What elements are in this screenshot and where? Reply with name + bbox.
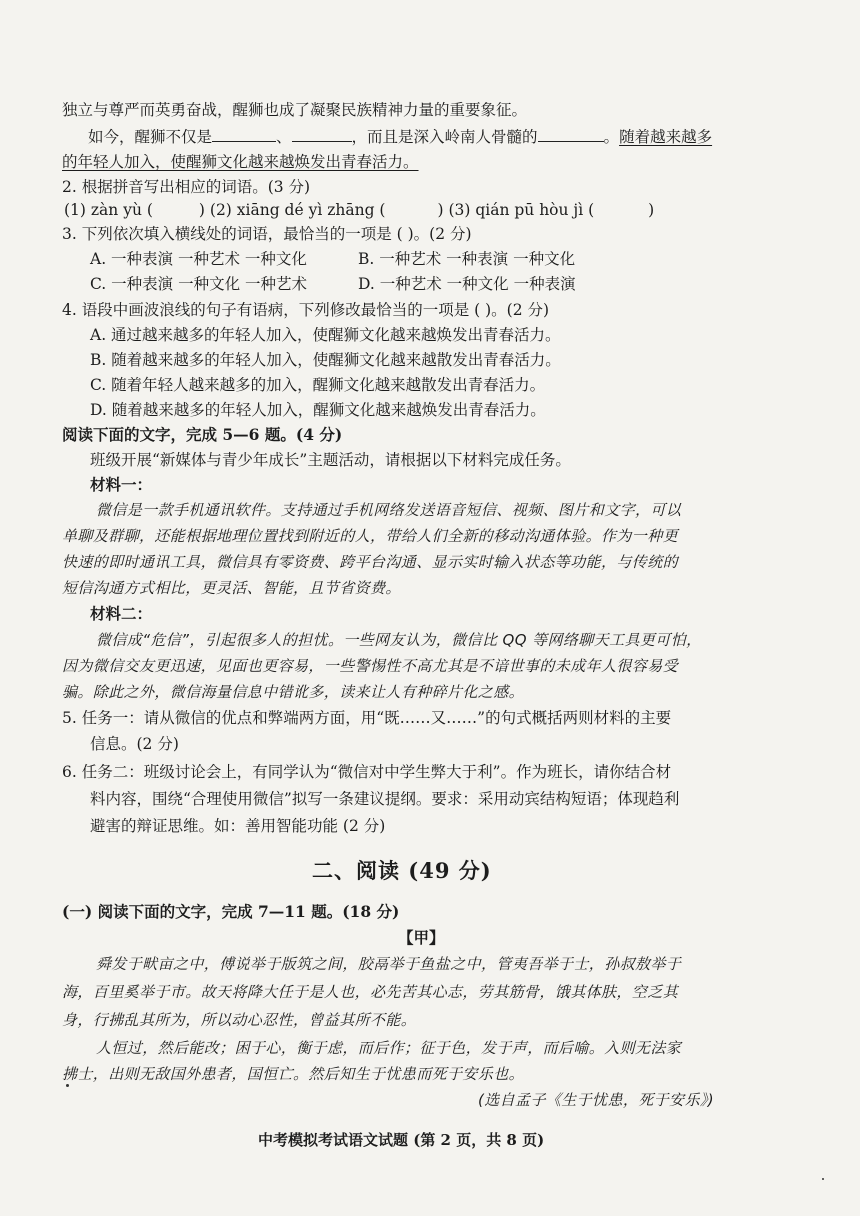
section-title: 二、阅读 (49 分) (312, 858, 492, 883)
passage-text: 。 (603, 128, 620, 146)
question-2-items (64, 200, 654, 220)
question-4-option-d: D. 随着越来越多的年轻人加入，醒狮文化越来越焕发出青春活力。 (90, 401, 546, 419)
text-label-jia: 【甲】 (398, 928, 445, 947)
question-3-option-c: C. 一种表演 一种文化 一种艺术 (90, 275, 308, 293)
passage-text: 、 (276, 128, 292, 146)
fill-blank-2 (292, 127, 352, 142)
material-2-line-2: 因为微信交友更迅速，见面也更容易，一些警惕性不高尤其是不谙世事的未成年人很容易受 (62, 657, 679, 675)
passage-line-1: 独立与尊严而英勇奋战，醒狮也成了凝聚民族精神力量的重要象征。 (62, 101, 528, 119)
passage-text: 如今，醒狮不仅是 (88, 128, 213, 146)
passage-text: ，而且是深入岭南人骨髓的 (351, 128, 538, 146)
classical-text-line-2: 海，百里奚举于市。故天将降大任于是人也，必先苦其心志，劳其筋骨，饿其体肤，空乏其 (62, 983, 679, 1001)
question-5-line-2: 信息。(2 分) (90, 735, 179, 753)
source-citation: (选自孟子《生于忧患，死于安乐》) (478, 1091, 715, 1109)
question-5-line-1: 5. 任务一：请从微信的优点和弊端两方面，用“既……又……”的句式概括两则材料的主要 (62, 709, 672, 727)
material-2-line-3: 骗。除此之外，微信海量信息中错讹多，读来让人有种碎片化之感。 (62, 683, 525, 701)
reading-5-6-heading: 阅读下面的文字，完成 5—6 题。(4 分) (62, 425, 343, 444)
question-2: 2. 根据拼音写出相应的词语。(3 分) (62, 178, 311, 196)
underlined-sentence: 随着越来越多 (619, 128, 713, 146)
pinyin-item-2: ) (2) xiāng dé yì zhāng ( (198, 201, 386, 219)
fill-blank-3 (538, 127, 604, 142)
activity-intro: 班级开展“新媒体与青少年成长”主题活动，请根据以下材料完成任务。 (90, 451, 571, 469)
material-2-heading: 材料二： (90, 604, 153, 623)
question-6-line-1: 6. 任务二：班级讨论会上，有同学认为“微信对中学生弊大于利”。作为班长，请你结合材 (62, 763, 672, 781)
question-4-option-b: B. 随着越来越多的年轻人加入，使醒狮文化越来越散发出青春活力。 (90, 351, 561, 369)
passage-line-2 (88, 127, 712, 147)
classical-text-line-3: 身，行拂乱其所为，所以动心忍性，曾益其所不能。 (62, 1011, 417, 1029)
page-footer: 中考模拟考试语文试题 (第 2 页，共 8 页) (258, 1131, 545, 1149)
classical-text-line-4: 人恒过，然后能改；困于心，衡于虑，而后作；征于色，发于声，而后喻。入则无法家 (96, 1039, 682, 1057)
question-4: 4. 语段中画波浪线的句子有语病，下列修改最恰当的一项是 ( )。(2 分) (62, 301, 550, 319)
emphasis-dot (66, 1084, 69, 1087)
passage-line-3: 的年轻人加入，使醒狮文化越来越焕发出青春活力。 (62, 153, 419, 171)
pinyin-item-3: ) (3) qián pū hòu jì ( (437, 201, 595, 219)
material-1-line-1: 微信是一款手机通讯软件。支持通过手机网络发送语音短信、视频、图片和文字，可以 (96, 501, 682, 519)
question-3-option-a: A. 一种表演 一种艺术 一种文化 (90, 250, 307, 268)
material-1-line-3: 快速的即时通讯工具，微信具有零资费、跨平台沟通、显示实时输入状态等功能，与传统的 (62, 553, 679, 571)
material-1-line-2: 单聊及群聊，还能根据地理位置找到附近的人，带给人们全新的移动沟通体验。作为一种更 (62, 527, 679, 545)
material-2-line-1: 微信成“危信”，引起很多人的担忧。一些网友认为，微信比 QQ 等网络聊天工具更可怕， (96, 631, 702, 649)
scan-speck (822, 1178, 824, 1180)
pinyin-close: ) (648, 201, 655, 219)
subsection-heading: (一) 阅读下面的文字，完成 7—11 题。(18 分) (62, 902, 400, 921)
question-3: 3. 下列依次填入横线处的词语，最恰当的一项是 ( )。(2 分) (62, 225, 472, 243)
material-1-heading: 材料一： (90, 475, 153, 494)
fill-blank-1 (212, 127, 276, 142)
classical-text-line-5: 拂士，出则无敌国外患者，国恒亡。然后知生于忧患而死于安乐也。 (62, 1065, 525, 1083)
pinyin-item-1: (1) zàn yù ( (64, 201, 153, 219)
classical-text-line-1: 舜发于畎亩之中，傅说举于版筑之间，胶鬲举于鱼盐之中，管夷吾举于士，孙叔敖举于 (96, 955, 682, 973)
question-6-line-2: 料内容，围绕“合理使用微信”拟写一条建议提纲。要求：采用动宾结构短语；体现趋利 (90, 790, 680, 808)
question-4-option-a: A. 通过越来越多的年轻人加入，使醒狮文化越来越焕发出青春活力。 (90, 326, 561, 344)
question-3-option-b: B. 一种艺术 一种表演 一种文化 (358, 250, 576, 268)
material-1-line-4: 短信沟通方式相比，更灵活、智能，且节省资费。 (62, 579, 401, 597)
question-6-line-3: 避害的辩证思维。如：善用智能功能 (2 分) (90, 817, 386, 835)
question-3-option-d: D. 一种艺术 一种文化 一种表演 (358, 275, 576, 293)
question-4-option-c: C. 随着年轻人越来越多的加入，醒狮文化越来越散发出青春活力。 (90, 376, 546, 394)
